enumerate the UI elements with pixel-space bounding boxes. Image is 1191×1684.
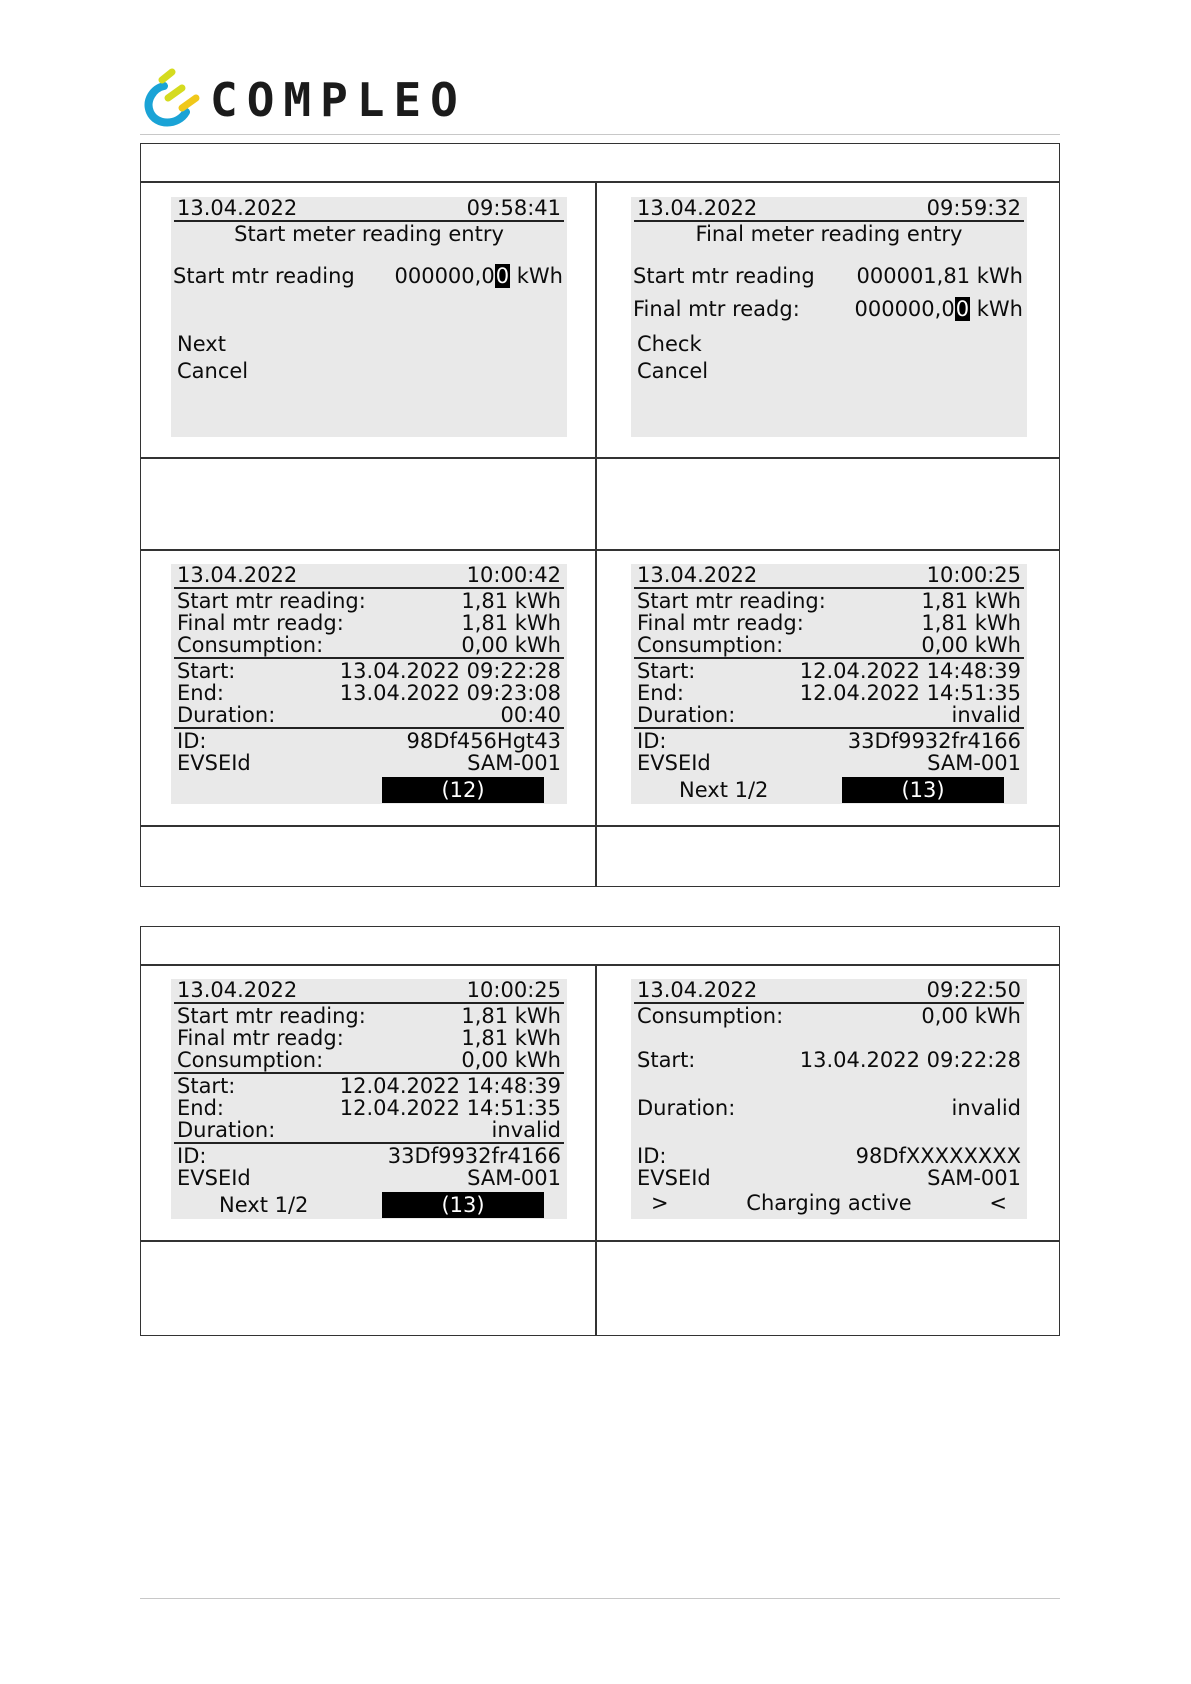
evse-value: SAM-001 — [467, 751, 561, 775]
start-mtr-value: 1,81 kWh — [921, 589, 1021, 613]
lcd-time: 10:00:42 — [466, 563, 561, 587]
page-indicator-bar: (13) — [842, 777, 1004, 803]
compleo-logo — [142, 68, 467, 132]
evse-value: SAM-001 — [927, 1166, 1021, 1190]
page-indicator-bar: (12) — [382, 777, 544, 803]
start-label: Start: — [177, 1074, 236, 1098]
end-label: End: — [177, 681, 224, 705]
id-label: ID: — [177, 1144, 207, 1168]
next-page-button[interactable]: Next 1/2 — [219, 1193, 309, 1217]
duration-label: Duration: — [177, 1118, 276, 1142]
lcd-time: 09:22:50 — [926, 978, 1021, 1002]
start-mtr-label: Start mtr reading: — [637, 589, 826, 613]
nav-next-arrow[interactable]: > — [651, 1191, 669, 1215]
start-reading-label: Start mtr reading — [633, 264, 815, 288]
consumption-value: 0,00 kWh — [461, 1048, 561, 1072]
final-reading-input[interactable]: 000000,00 kWh — [854, 297, 1023, 321]
lcd-time: 10:00:25 — [466, 978, 561, 1002]
start-mtr-label: Start mtr reading: — [177, 589, 366, 613]
page-indicator-bar: (13) — [382, 1192, 544, 1218]
final-mtr-label: Final mtr readg: — [177, 611, 344, 635]
duration-value: 00:40 — [500, 703, 561, 727]
start-mtr-value: 1,81 kWh — [461, 589, 561, 613]
lcd-date: 13.04.2022 — [637, 196, 758, 220]
duration-label: Duration: — [637, 1096, 736, 1120]
evse-value: SAM-001 — [467, 1166, 561, 1190]
lcd-date: 13.04.2022 — [177, 978, 298, 1002]
final-mtr-value: 1,81 kWh — [921, 611, 1021, 635]
final-reading-label: Final mtr readg: — [633, 297, 800, 321]
start-label: Start: — [637, 659, 696, 683]
duration-value: invalid — [951, 703, 1021, 727]
lcd-date: 13.04.2022 — [177, 196, 298, 220]
input-cursor: 0 — [955, 297, 970, 321]
menu-cancel[interactable]: Cancel — [637, 359, 709, 383]
duration-value: invalid — [951, 1096, 1021, 1120]
end-value: 12.04.2022 14:51:35 — [799, 681, 1021, 705]
input-cursor: 0 — [495, 264, 510, 288]
end-label: End: — [177, 1096, 224, 1120]
end-value: 12.04.2022 14:51:35 — [339, 1096, 561, 1120]
consumption-label: Consumption: — [637, 633, 784, 657]
charging-status: Charging active — [746, 1191, 912, 1215]
footer-divider — [140, 1598, 1060, 1599]
evse-label: EVSEId — [637, 1166, 711, 1190]
menu-check[interactable]: Check — [637, 332, 702, 356]
consumption-value: 0,00 kWh — [461, 633, 561, 657]
lcd-title: Start meter reading entry — [234, 222, 504, 246]
table-1-rule — [140, 181, 1060, 183]
consumption-value: 0,00 kWh — [921, 633, 1021, 657]
table-2-rule — [140, 1240, 1060, 1242]
consumption-label: Consumption: — [177, 1048, 324, 1072]
start-reading-label: Start mtr reading — [173, 264, 355, 288]
duration-value: invalid — [491, 1118, 561, 1142]
lcd-final-meter-entry — [631, 197, 1027, 437]
next-page-button[interactable]: Next 1/2 — [679, 778, 769, 802]
menu-cancel[interactable]: Cancel — [177, 359, 249, 383]
final-mtr-value: 1,81 kWh — [461, 611, 561, 635]
table-2-rule — [140, 964, 1060, 966]
start-label: Start: — [637, 1048, 696, 1072]
id-value: 33Df9932fr4166 — [387, 1144, 561, 1168]
table-1-column-divider — [595, 181, 597, 887]
start-mtr-value: 1,81 kWh — [461, 1004, 561, 1028]
lcd-time: 09:59:32 — [926, 196, 1021, 220]
id-label: ID: — [177, 729, 207, 753]
end-label: End: — [637, 681, 684, 705]
duration-label: Duration: — [637, 703, 736, 727]
id-value: 98DfXXXXXXXX — [855, 1144, 1021, 1168]
start-value: 12.04.2022 14:48:39 — [799, 659, 1021, 683]
table-1-rule — [140, 825, 1060, 827]
consumption-label: Consumption: — [637, 1004, 784, 1028]
start-label: Start: — [177, 659, 236, 683]
compleo-logo-icon — [142, 68, 208, 132]
lcd-date: 13.04.2022 — [177, 563, 298, 587]
evse-label: EVSEId — [177, 751, 251, 775]
duration-label: Duration: — [177, 703, 276, 727]
id-label: ID: — [637, 729, 667, 753]
brand-name: COMPLEO — [210, 73, 467, 127]
lcd-date: 13.04.2022 — [637, 978, 758, 1002]
lcd-summary-13 — [171, 979, 567, 1219]
start-value: 13.04.2022 09:22:28 — [799, 1048, 1021, 1072]
table-1-rule — [140, 457, 1060, 459]
end-value: 13.04.2022 09:23:08 — [339, 681, 561, 705]
lcd-summary-12 — [171, 564, 567, 804]
header-divider — [140, 134, 1060, 135]
id-value: 98Df456Hgt43 — [406, 729, 561, 753]
evse-label: EVSEId — [637, 751, 711, 775]
start-value: 13.04.2022 09:22:28 — [339, 659, 561, 683]
start-reading-input[interactable]: 000000,00 kWh — [394, 264, 563, 288]
evse-label: EVSEId — [177, 1166, 251, 1190]
consumption-label: Consumption: — [177, 633, 324, 657]
nav-prev-arrow[interactable]: < — [989, 1191, 1007, 1215]
id-value: 33Df9932fr4166 — [847, 729, 1021, 753]
table-1-rule — [140, 549, 1060, 551]
lcd-time: 09:58:41 — [466, 196, 561, 220]
lcd-date: 13.04.2022 — [637, 563, 758, 587]
final-mtr-label: Final mtr readg: — [637, 611, 804, 635]
final-mtr-label: Final mtr readg: — [177, 1026, 344, 1050]
start-mtr-label: Start mtr reading: — [177, 1004, 366, 1028]
start-value: 12.04.2022 14:48:39 — [339, 1074, 561, 1098]
evse-value: SAM-001 — [927, 751, 1021, 775]
final-mtr-value: 1,81 kWh — [461, 1026, 561, 1050]
lcd-title: Final meter reading entry — [695, 222, 963, 246]
menu-next[interactable]: Next — [177, 332, 226, 356]
lcd-time: 10:00:25 — [926, 563, 1021, 587]
id-label: ID: — [637, 1144, 667, 1168]
lcd-charging-active — [631, 979, 1027, 1219]
consumption-value: 0,00 kWh — [921, 1004, 1021, 1028]
lcd-start-meter-entry — [171, 197, 567, 437]
lcd-summary-13 — [631, 564, 1027, 804]
table-2-column-divider — [595, 964, 597, 1336]
start-reading-value: 000001,81 kWh — [856, 264, 1023, 288]
